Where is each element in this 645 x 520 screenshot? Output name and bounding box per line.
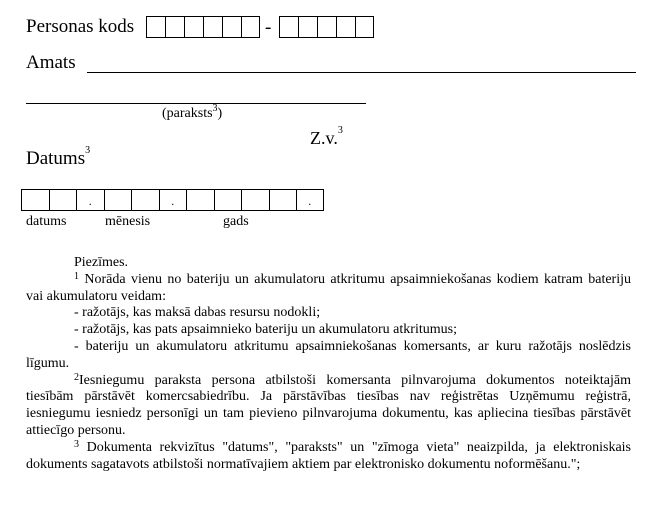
code-cell[interactable]	[336, 16, 355, 38]
date-cell[interactable]	[214, 189, 242, 211]
code-cell[interactable]	[298, 16, 317, 38]
date-cell[interactable]	[241, 189, 269, 211]
date-label: Datums$^3$	[26, 145, 91, 169]
code-cell[interactable]	[241, 16, 260, 38]
stamp-label: Z.v.$^3$	[310, 125, 343, 148]
date-caption-month: mēnesis	[105, 214, 151, 229]
date-cell[interactable]	[49, 189, 77, 211]
date-cells[interactable]	[21, 189, 324, 211]
date-cell[interactable]	[21, 189, 49, 211]
position-label: Amats	[26, 52, 76, 73]
personal-code-label: Personas kods	[26, 16, 135, 37]
date-caption-year: gads	[223, 214, 249, 229]
date-dot: .	[159, 189, 187, 211]
signature-line[interactable]	[26, 103, 366, 104]
note-1-item: - ražotājs, kas maksā dabas resursu nodokli;	[74, 305, 321, 321]
code-cell[interactable]	[184, 16, 203, 38]
note-2: $^2$Iesniegumu paraksta persona atbilstoši komersanta pilnvarojuma dokumentos noteiktajām tiesībām pārstāvēt komercsabiedrību. Ja pārstāvības tiesības nav reģistrētas Uzņēmumu reģistrā, iesniegumu iesniedz personīgi un tam pievieno pilnvarojuma dokumentu, kas apliecina tiesības pārstāvēt attiecīgo personu.	[26, 371, 631, 438]
notes-section	[26, 255, 631, 473]
code-cell[interactable]	[146, 16, 165, 38]
date-cell[interactable]	[104, 189, 132, 211]
note-1-item: - bateriju un akumulatoru atkritumu apsaimniekošanas komersants, ar kuru ražotājs noslēdzis līgumu.	[26, 338, 631, 371]
note-1: $^1$ Norāda vienu no bateriju un akumulatoru atkritumu apsaimniekošanas kodiem katram bateriju vai akumulatoru veidam:	[26, 270, 631, 304]
date-dot: .	[296, 189, 324, 211]
position-line[interactable]	[87, 72, 636, 73]
personal-code-part2[interactable]	[279, 16, 374, 38]
date-cell[interactable]	[269, 189, 297, 211]
date-dot: .	[76, 189, 104, 211]
code-cell[interactable]	[279, 16, 298, 38]
note-1-item: - ražotājs, kas pats apsaimnieko bateriju un akumulatoru atkritumus;	[74, 322, 457, 338]
code-cell[interactable]	[203, 16, 222, 38]
signature-caption: (paraksts$^3$)	[162, 103, 223, 121]
date-cell[interactable]	[186, 189, 214, 211]
code-separator: -	[265, 17, 272, 38]
personal-code-part1[interactable]	[146, 16, 260, 38]
code-cell[interactable]	[222, 16, 241, 38]
note-3: $^3$ Dokumenta rekvizītus "datums", "paraksts" un "zīmoga vieta" neaizpilda, ja elektroniskais dokuments sagatavots atbilstoši normatīvajiem aktiem par elektronisko dokumentu noformēšanu.";	[26, 438, 631, 472]
date-caption-day: datums	[26, 214, 67, 229]
code-cell[interactable]	[317, 16, 336, 38]
code-cell[interactable]	[165, 16, 184, 38]
notes-title: Piezīmes.	[74, 255, 129, 270]
date-cell[interactable]	[131, 189, 159, 211]
code-cell[interactable]	[355, 16, 374, 38]
